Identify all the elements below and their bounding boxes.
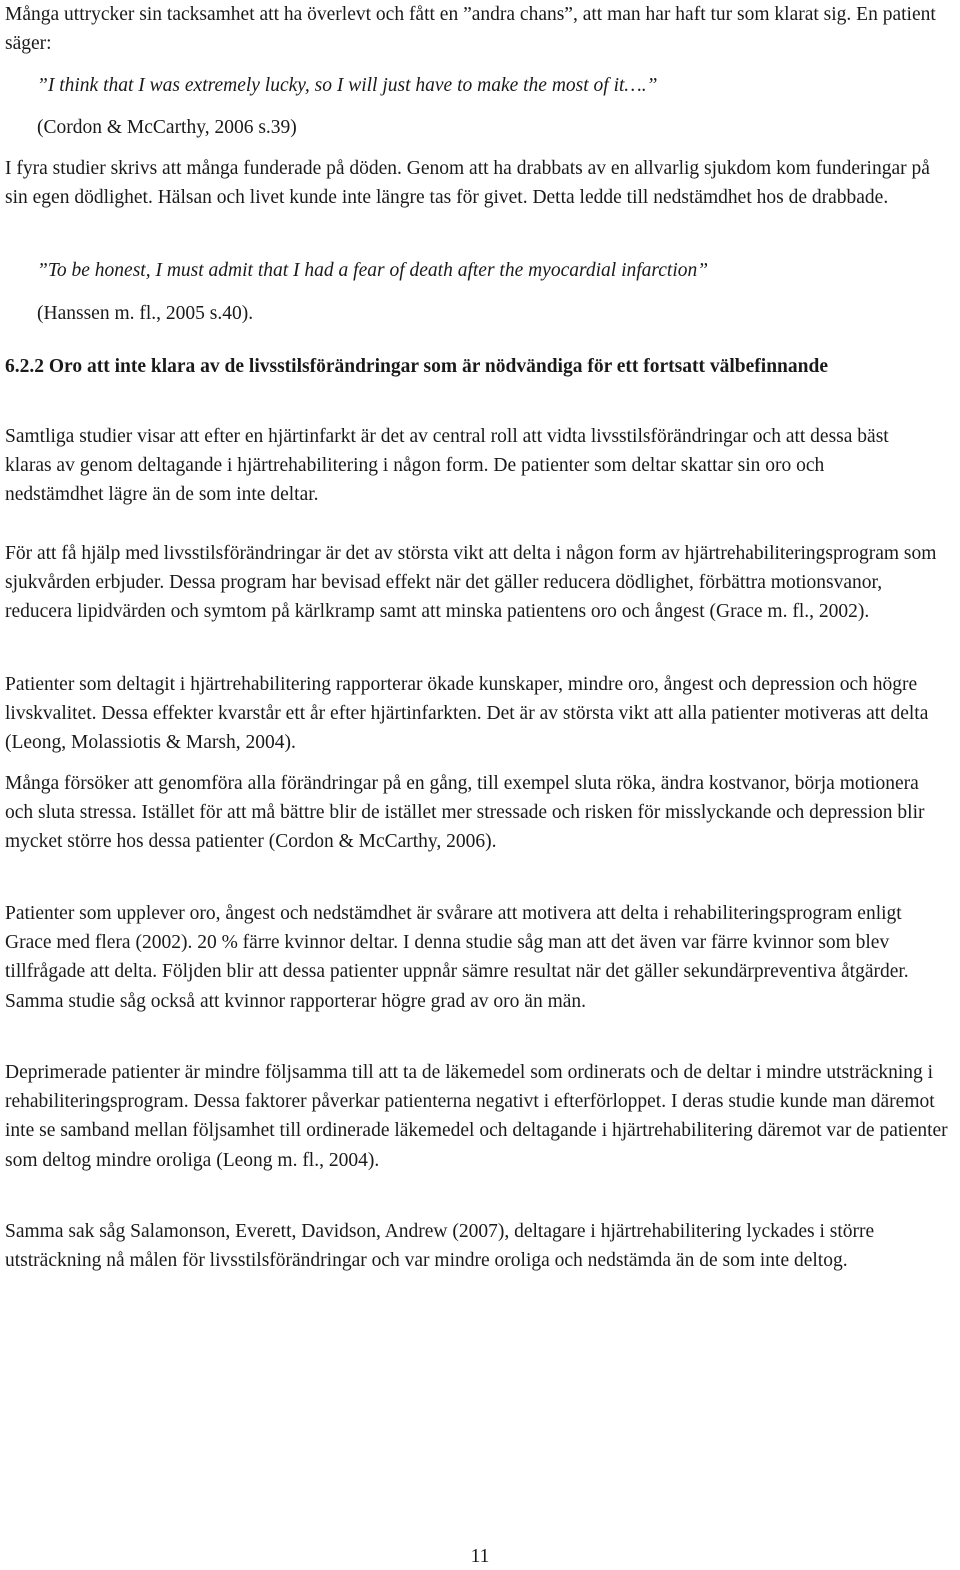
body-paragraph-2: För att få hjälp med livsstilsförändringar är det av största vikt att delta i någon form av hjärtrehabiliteringsprogram som sjukvården erbjuder. Dessa program har bevisad effekt när det gäller reducera dödlighet, förbättra motionsvanor, reducera lipidvärden och symtom på kärlkramp samt att minska patientens oro och ångest (Grace m. fl., 2002). xyxy=(5,543,937,623)
intro-paragraph: Många uttrycker sin tacksamhet att ha överlevt och fått en ”andra chans”, att man har haft tur som klarat sig. En patient säger: xyxy=(5,4,936,55)
body-paragraph-7: Samma sak såg Salamonson, Everett, Davidson, Andrew (2007), deltagare i hjärtrehabilitering lyckades i större utsträckning nå målen för livsstilsförändringar och var mindre oroliga och nedstämda än de som inte deltog. xyxy=(5,1221,875,1272)
quote-fear: ”To be honest, I must admit that I had a fear of death after the myocardial infarction” xyxy=(37,260,709,281)
quote-fear-citation: (Hanssen m. fl., 2005 s.40). xyxy=(37,303,254,324)
body-paragraph-1: Samtliga studier visar att efter en hjärtinfarkt är det av central roll att vidta livsstilsförändringar och att dessa bäst klaras av genom deltagande i hjärtrehabilitering i någon form. De patienter som deltar skattar sin oro och nedstämdhet lägre än de som inte deltar. xyxy=(5,426,889,506)
document-page xyxy=(5,0,960,1570)
death-paragraph: I fyra studier skrivs att många funderade på döden. Genom att ha drabbats av en allvarlig sjukdom kom funderingar på sin egen dödlighet. Hälsan och livet kunde inte längre tas för givet. Detta ledde till nedstämdhet hos de drabbade. xyxy=(5,158,930,209)
quote-lucky: ”I think that I was extremely lucky, so I will just have to make the most of it….” xyxy=(37,75,658,96)
body-paragraph-5: Patienter som upplever oro, ångest och nedstämdhet är svårare att motivera att delta i rehabiliteringsprogram enligt Grace med flera (2002). 20 % färre kvinnor deltar. I denna studie såg man att det även var färre kvinnor som blev tillfrågade att delta. Följden blir att dessa patienter uppnår sämre resultat när det gäller sekundärpreventiva åtgärder. Samma studie såg också att kvinnor rapporterar högre grad av oro än män. xyxy=(5,903,909,1012)
page-number: 11 xyxy=(470,1546,490,1567)
body-paragraph-6: Deprimerade patienter är mindre följsamma till att ta de läkemedel som ordinerats och de deltar i mindre utsträckning i rehabiliteringsprogram. Dessa faktorer påverkar patienterna negativt i efterförloppet. I deras studie kunde man däremot inte se samband mellan följsamhet till ordinerade läkemedel och deltagande i hjärtrehabilitering däremot var de patienter som deltog mindre oroliga (Leong m. fl., 2004). xyxy=(5,1062,948,1171)
body-paragraph-3: Patienter som deltagit i hjärtrehabilitering rapporterar ökade kunskaper, mindre oro, ångest och depression och högre livskvalitet. Dessa effekter kvarstår ett år efter hjärtinfarkten. Det är av största vikt att alla patienter motiveras att delta (Leong, Molassiotis & Marsh, 2004). xyxy=(5,674,929,754)
quote-lucky-citation: (Cordon & McCarthy, 2006 s.39) xyxy=(37,117,297,138)
section-heading: 6.2.2 Oro att inte klara av de livsstilsförändringar som är nödvändiga för ett fortsatt välbefinnande xyxy=(5,356,828,377)
body-paragraph-4: Många försöker att genomföra alla förändringar på en gång, till exempel sluta röka, ändra kostvanor, börja motionera och sluta stressa. Istället för att må bättre blir de istället mer stressade och risken för misslyckande och depression blir mycket större hos dessa patienter (Cordon & McCarthy, 2006). xyxy=(5,773,925,853)
